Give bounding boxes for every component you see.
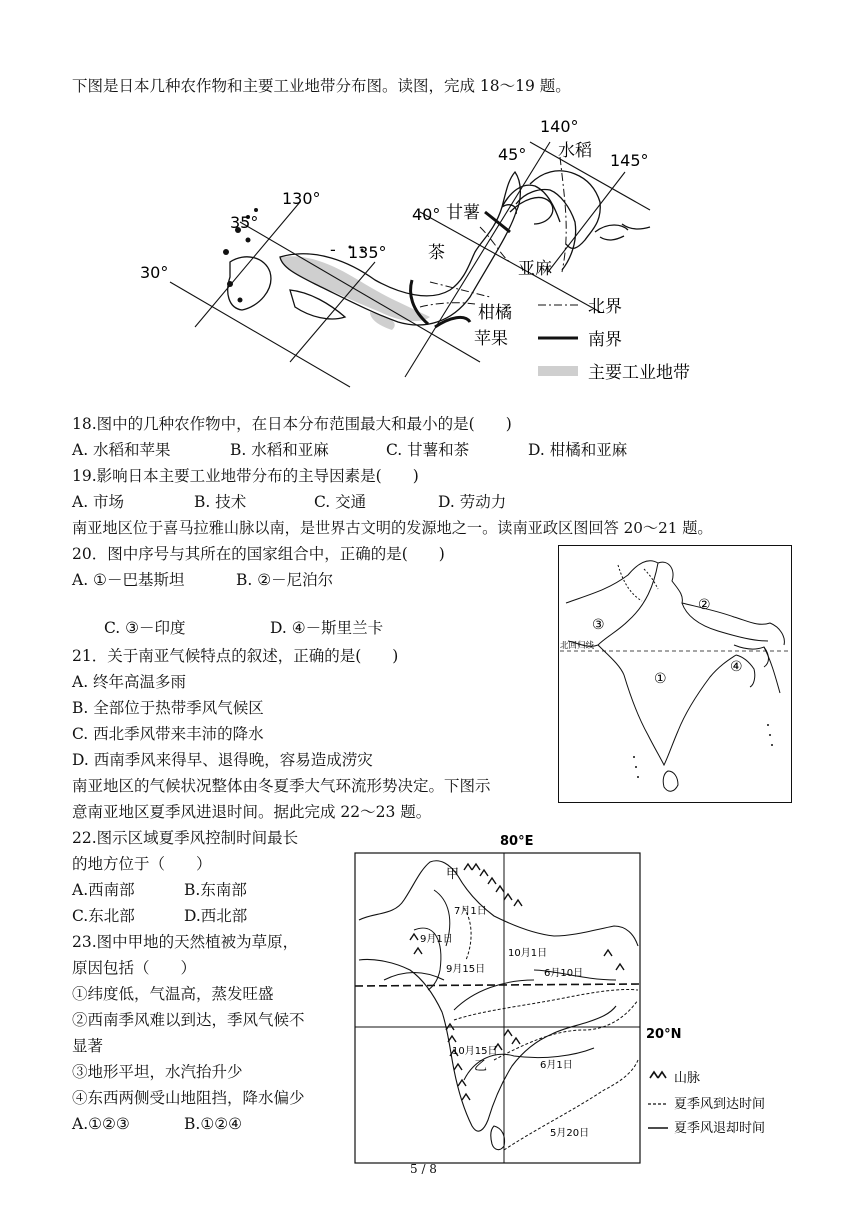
intro-text-3-line2: 意南亚地区夏季风进退时间。据此完成 22～23 题。 <box>72 803 432 821</box>
japan-crop-map <box>130 112 750 392</box>
q18-option-c: C. 甘薯和茶 <box>386 441 470 459</box>
tropic-label: 北回归线 <box>560 641 595 651</box>
q23-option-a: A.①②③ <box>72 1115 130 1133</box>
legend-south-label: 南界 <box>588 330 622 350</box>
q19-option-a: A. 市场 <box>72 493 125 511</box>
q20-option-c: C. ③－印度 <box>104 619 186 637</box>
legend-mountain-label: 山脉 <box>674 1071 701 1086</box>
q22-option-d: D.西北部 <box>184 907 248 925</box>
lon-135-label: 135° <box>348 243 387 262</box>
date-oct15: 10月15日 <box>452 1046 498 1057</box>
q20-stem: 20．图中序号与其所在的国家组合中，正确的是( ) <box>72 545 445 563</box>
crop-tea-label: 茶 <box>428 243 445 263</box>
graticule <box>170 142 650 387</box>
crop-sweet-potato-label: 甘薯 <box>446 203 480 223</box>
lon-145-label: 145° <box>610 151 649 170</box>
q18-option-d: D. 柑橘和亚麻 <box>528 441 628 459</box>
q23-item-3: ③地形平坦，水汽抬升少 <box>72 1063 243 1081</box>
date-jul1: 7月1日 <box>454 906 487 917</box>
intro-text-1: 下图是日本几种农作物和主要工业地带分布图。读图，完成 18～19 题。 <box>72 77 571 95</box>
q23-item-1: ①纬度低，气温高，蒸发旺盛 <box>72 985 274 1003</box>
coastline <box>359 861 638 1150</box>
q23-option-b: B.①②④ <box>184 1115 243 1133</box>
date-jun1: 6月1日 <box>540 1060 573 1071</box>
q18-stem: 18.图中的几种农作物中，在日本分布范围最大和最小的是( ) <box>72 415 512 433</box>
crop-flax-label: 亚麻 <box>518 259 552 279</box>
lat-30-label: 30° <box>140 263 169 282</box>
map-frame <box>355 853 640 1163</box>
lon-140-label: 140° <box>540 117 579 136</box>
lat-20n-label: 20°N <box>646 1027 682 1042</box>
marker-1: ① <box>654 671 667 687</box>
q20-option-d: D. ④－斯里兰卡 <box>270 619 384 637</box>
date-jun10: 6月10日 <box>544 968 584 979</box>
monsoon-map <box>354 830 804 1165</box>
marker-3: ③ <box>592 617 605 633</box>
place-yi-label: 乙 <box>474 1059 488 1074</box>
q19-option-c: C. 交通 <box>314 493 367 511</box>
legend-arrive-label: 夏季风到达时间 <box>674 1097 766 1112</box>
intro-text-2: 南亚地区位于喜马拉雅山脉以南，是世界古文明的发源地之一。读南亚政区图回答 20～21 题。 <box>72 519 713 537</box>
lat-35-label: 35° <box>230 213 259 232</box>
q23-item-2: ②西南季风难以到达，季风气候不 <box>72 1011 305 1029</box>
q23-item-4: ④东西两侧受山地阻挡，降水偏少 <box>72 1089 305 1107</box>
legend-mountain-symbol <box>650 1072 666 1078</box>
q23-stem-line1: 23.图中甲地的天然植被为草原， <box>72 933 299 951</box>
crop-apple-label: 苹果 <box>474 329 508 349</box>
south-asia-map <box>558 545 792 803</box>
q19-option-d: D. 劳动力 <box>438 493 507 511</box>
legend-industry-label: 主要工业地带 <box>588 363 690 383</box>
lon-80e-label: 80°E <box>500 834 534 849</box>
q19-stem: 19.影响日本主要工业地带分布的主导因素是( ) <box>72 467 419 485</box>
crop-rice-label: 水稻 <box>558 141 592 161</box>
q22-option-b: B.东南部 <box>184 881 247 899</box>
crop-citrus-label: 柑橘 <box>478 303 512 323</box>
dash-mark: - <box>330 240 336 259</box>
lat-45-label: 45° <box>498 145 527 164</box>
q18-option-b: B. 水稻和亚麻 <box>230 441 329 459</box>
q22-stem-line1: 22.图示区域夏季风控制时间最长 <box>72 829 299 847</box>
date-sep1: 9月1日 <box>420 934 453 945</box>
q21-stem: 21．关于南亚气候特点的叙述，正确的是( ) <box>72 647 399 665</box>
q23-stem-line2: 原因包括（ ） <box>72 959 197 977</box>
q22-option-c: C.东北部 <box>72 907 135 925</box>
q23-item-2-cont: 显著 <box>72 1037 104 1055</box>
lon-130-label: 130° <box>282 189 321 208</box>
place-jia-label: 甲 <box>446 867 460 882</box>
q21-option-b: B. 全部位于热带季风气候区 <box>72 699 264 717</box>
q21-option-a: A. 终年高温多雨 <box>72 673 187 691</box>
date-may20: 5月20日 <box>550 1128 590 1139</box>
lat-40-label: 40° <box>412 205 441 224</box>
mountain-symbols <box>410 864 624 1100</box>
q22-stem-line2: 的地方位于（ ） <box>72 855 212 873</box>
arrive-lines <box>454 908 638 1150</box>
marker-4: ④ <box>730 659 743 675</box>
q20-option-a: A. ①－巴基斯坦 <box>72 571 185 589</box>
q22-option-a: A.西南部 <box>72 881 135 899</box>
q20-option-b: B. ②－尼泊尔 <box>236 571 334 589</box>
q21-option-c: C. 西北季风带来丰沛的降水 <box>72 725 264 743</box>
legend-north-label: 北界 <box>588 297 622 317</box>
page-number: 5 / 8 <box>410 1162 437 1176</box>
legend-industry-swatch <box>538 366 578 376</box>
north-boundaries <box>420 157 566 307</box>
intro-text-3-line1: 南亚地区的气候状况整体由冬夏季大气环流形势决定。下图示 <box>72 777 491 795</box>
date-sep15: 9月15日 <box>446 964 486 975</box>
legend-retreat-label: 夏季风退却时间 <box>674 1121 766 1136</box>
marker-2: ② <box>698 597 711 613</box>
q19-option-b: B. 技术 <box>194 493 247 511</box>
date-oct1: 10月1日 <box>508 948 548 959</box>
q21-option-d: D. 西南季风来得早、退得晚，容易造成涝灾 <box>72 751 373 769</box>
q18-option-a: A. 水稻和苹果 <box>72 441 171 459</box>
